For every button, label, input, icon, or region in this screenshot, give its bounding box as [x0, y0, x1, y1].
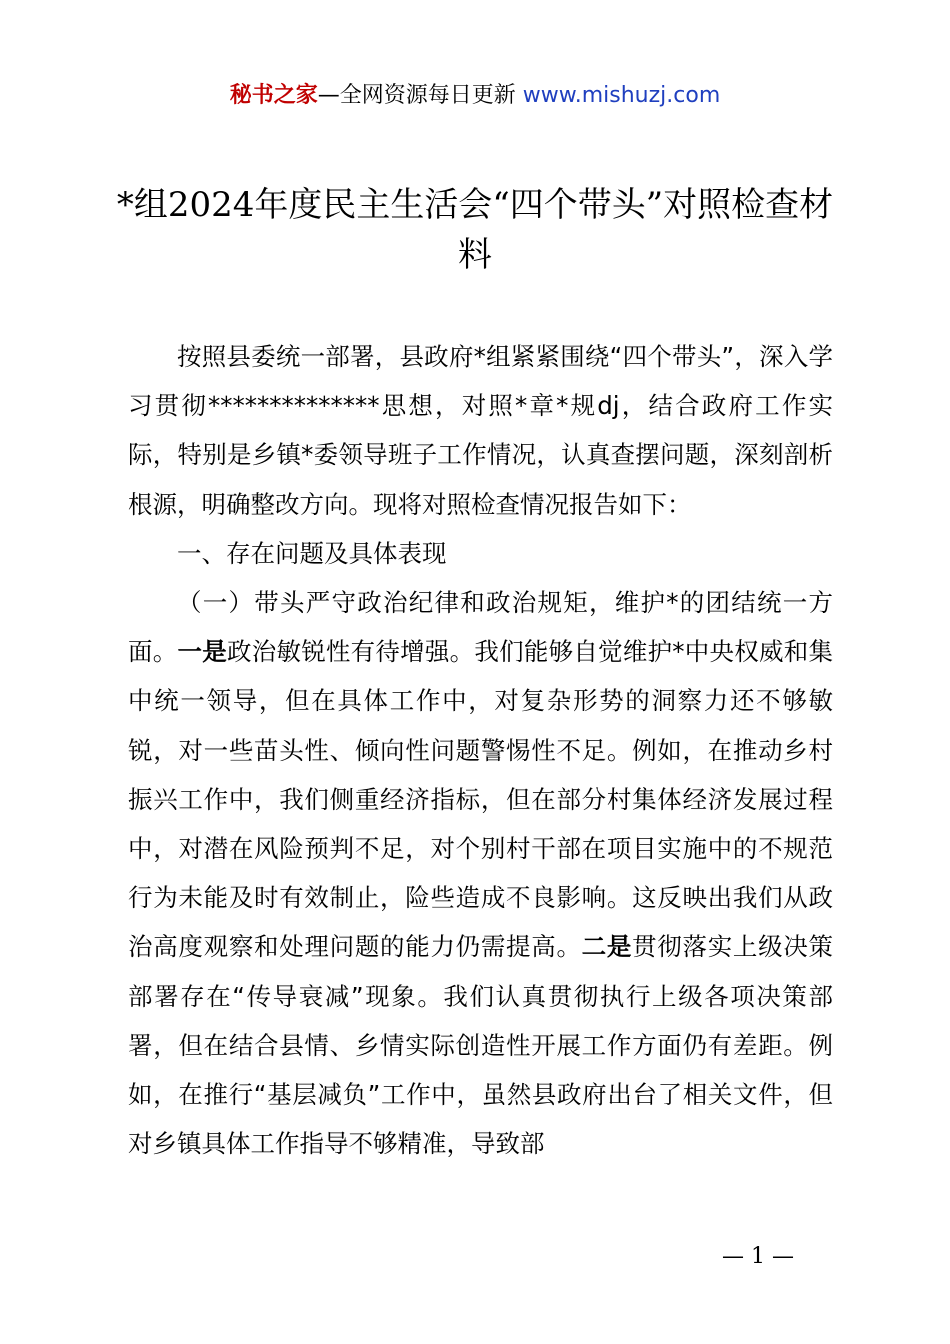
intro-paragraph: 按照县委统一部署，县政府*组紧紧围绕“四个带头”，深入学习贯彻**************思想，对照*章*规dj，结合政府工作实际，特别是乡镇*委领导班子工作情况，认真查摆问题，深刻剖析根源，明确整改方向。现将对照检查情况报告如下： [128, 342, 833, 519]
point-text-1: 政治敏锐性有待增强。我们能够自觉维护*中央权威和集中统一领导，但在具体工作中，对复杂形势的洞察力还不够敏锐，对一些苗头性、倾向性问题警惕性不足。例如，在推动乡村振兴工作中，我们侧重经济指标，但在部分村集体经济发展过程中，对潜在风险预判不足，对个别村干部在项目实施中的不规范行为未能及时有效制止，险些造成不良影响。这反映出我们从政治高度观察和处理问题的能力仍需提高。 [128, 637, 834, 962]
point-label-1: 一是 [177, 637, 227, 667]
point-label-2: 二是 [581, 932, 633, 962]
document-title: *组2024年度民主生活会“四个带头”对照检查材料 [116, 185, 834, 275]
website-link[interactable]: www.mishuzj.com [522, 83, 721, 108]
subsection-paragraph [128, 578, 833, 1168]
point-text-2: 贯彻落实上级决策部署存在“传导衰减”现象。我们认真贯彻执行上级各项决策部署，但在结合县情、乡情实际创造性开展工作方面仍有差距。例如，在推行“基层减负”工作中，虽然县政府出台了相关文件，但对乡镇具体工作指导不够精准，导致部 [128, 932, 834, 1159]
subsection-heading: （一）带头严守政治纪律和政治规矩，维护*的团结统一方面。 [128, 588, 833, 667]
site-header [0, 80, 950, 112]
header-tagline: —全网资源每日更新 [317, 83, 516, 108]
document-body [128, 332, 833, 1168]
brand-name: 秘书之家 [229, 83, 318, 108]
section-heading: 一、存在问题及具体表现 [177, 538, 447, 568]
page-number: — 1 — [722, 1244, 794, 1269]
